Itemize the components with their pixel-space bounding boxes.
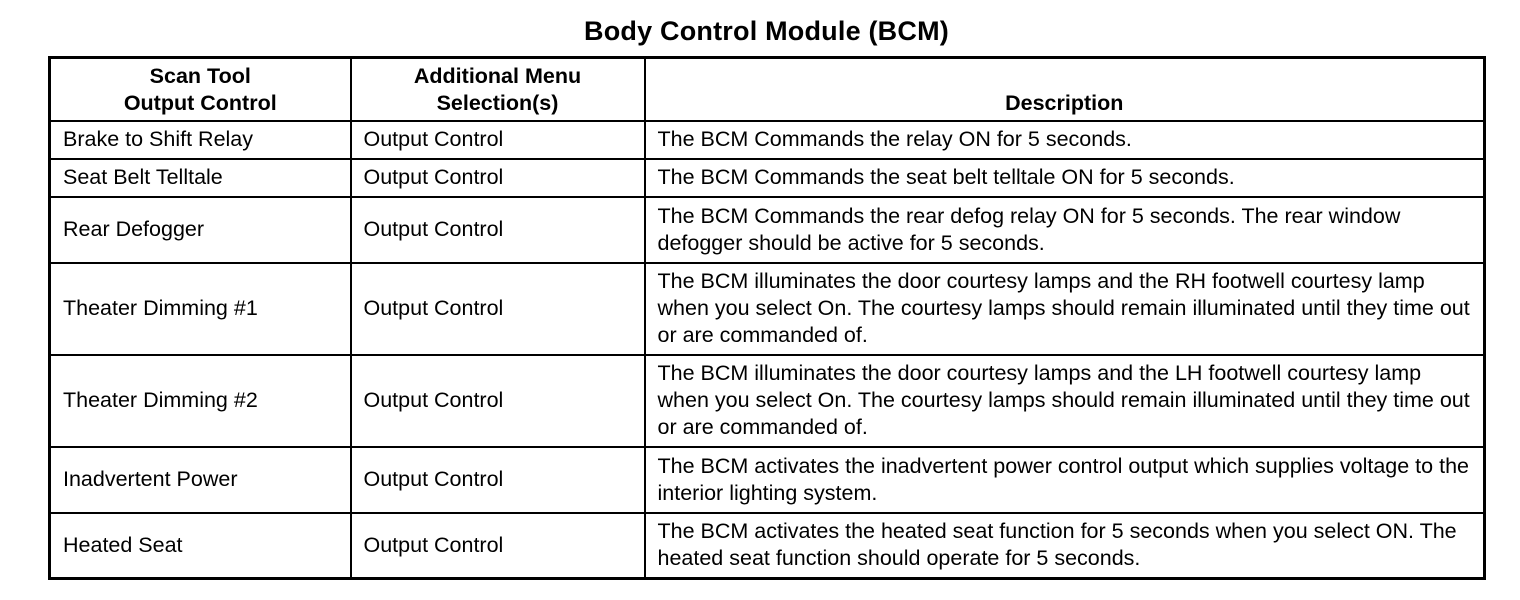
cell-selection: Output Control bbox=[351, 263, 645, 355]
table-row bbox=[50, 121, 1485, 159]
cell-description: The BCM illuminates the door courtesy lamps and the RH footwell courtesy lamp when you select On. The courtesy lamps should remain illuminated until they time out or are commanded of. bbox=[645, 263, 1485, 355]
cell-description: The BCM Commands the rear defog relay ON for 5 seconds. The rear window defogger should be active for 5 seconds. bbox=[645, 197, 1485, 263]
table-row bbox=[50, 159, 1485, 197]
header-col2-line2: Selection(s) bbox=[436, 90, 559, 115]
cell-control: Theater Dimming #1 bbox=[50, 263, 351, 355]
cell-selection: Output Control bbox=[351, 159, 645, 197]
cell-control: Theater Dimming #2 bbox=[50, 355, 351, 447]
header-col1-line1: Scan Tool bbox=[149, 63, 251, 88]
header-col2-line1: Additional Menu bbox=[413, 63, 582, 88]
bcm-output-control-table bbox=[48, 56, 1486, 580]
cell-selection: Output Control bbox=[351, 513, 645, 579]
cell-description: The BCM Commands the relay ON for 5 seconds. bbox=[645, 121, 1485, 159]
page-title: Body Control Module (BCM) bbox=[584, 16, 949, 46]
cell-control: Brake to Shift Relay bbox=[50, 121, 351, 159]
cell-control: Inadvertent Power bbox=[50, 447, 351, 513]
table-row bbox=[50, 263, 1485, 355]
header-col1-line2: Output Control bbox=[123, 90, 277, 115]
cell-description: The BCM activates the heated seat function for 5 seconds when you select ON. The heated seat function should operate for 5 seconds. bbox=[645, 513, 1485, 579]
table-row bbox=[50, 197, 1485, 263]
table-row bbox=[50, 355, 1485, 447]
cell-selection: Output Control bbox=[351, 121, 645, 159]
cell-control: Rear Defogger bbox=[50, 197, 351, 263]
cell-control: Heated Seat bbox=[50, 513, 351, 579]
cell-selection: Output Control bbox=[351, 355, 645, 447]
header-description: Description bbox=[645, 58, 1485, 121]
header-scan-tool-output-control bbox=[50, 58, 351, 121]
cell-control: Seat Belt Telltale bbox=[50, 159, 351, 197]
cell-selection: Output Control bbox=[351, 197, 645, 263]
cell-description: The BCM Commands the seat belt telltale ON for 5 seconds. bbox=[645, 159, 1485, 197]
cell-description: The BCM activates the inadvertent power control output which supplies voltage to the interior lighting system. bbox=[645, 447, 1485, 513]
table-header-row bbox=[50, 58, 1485, 121]
cell-description: The BCM illuminates the door courtesy lamps and the LH footwell courtesy lamp when you select On. The courtesy lamps should remain illuminated until they time out or are commanded of. bbox=[645, 355, 1485, 447]
table-row bbox=[50, 513, 1485, 579]
cell-selection: Output Control bbox=[351, 447, 645, 513]
header-additional-menu-selections bbox=[351, 58, 645, 121]
table-row bbox=[50, 447, 1485, 513]
